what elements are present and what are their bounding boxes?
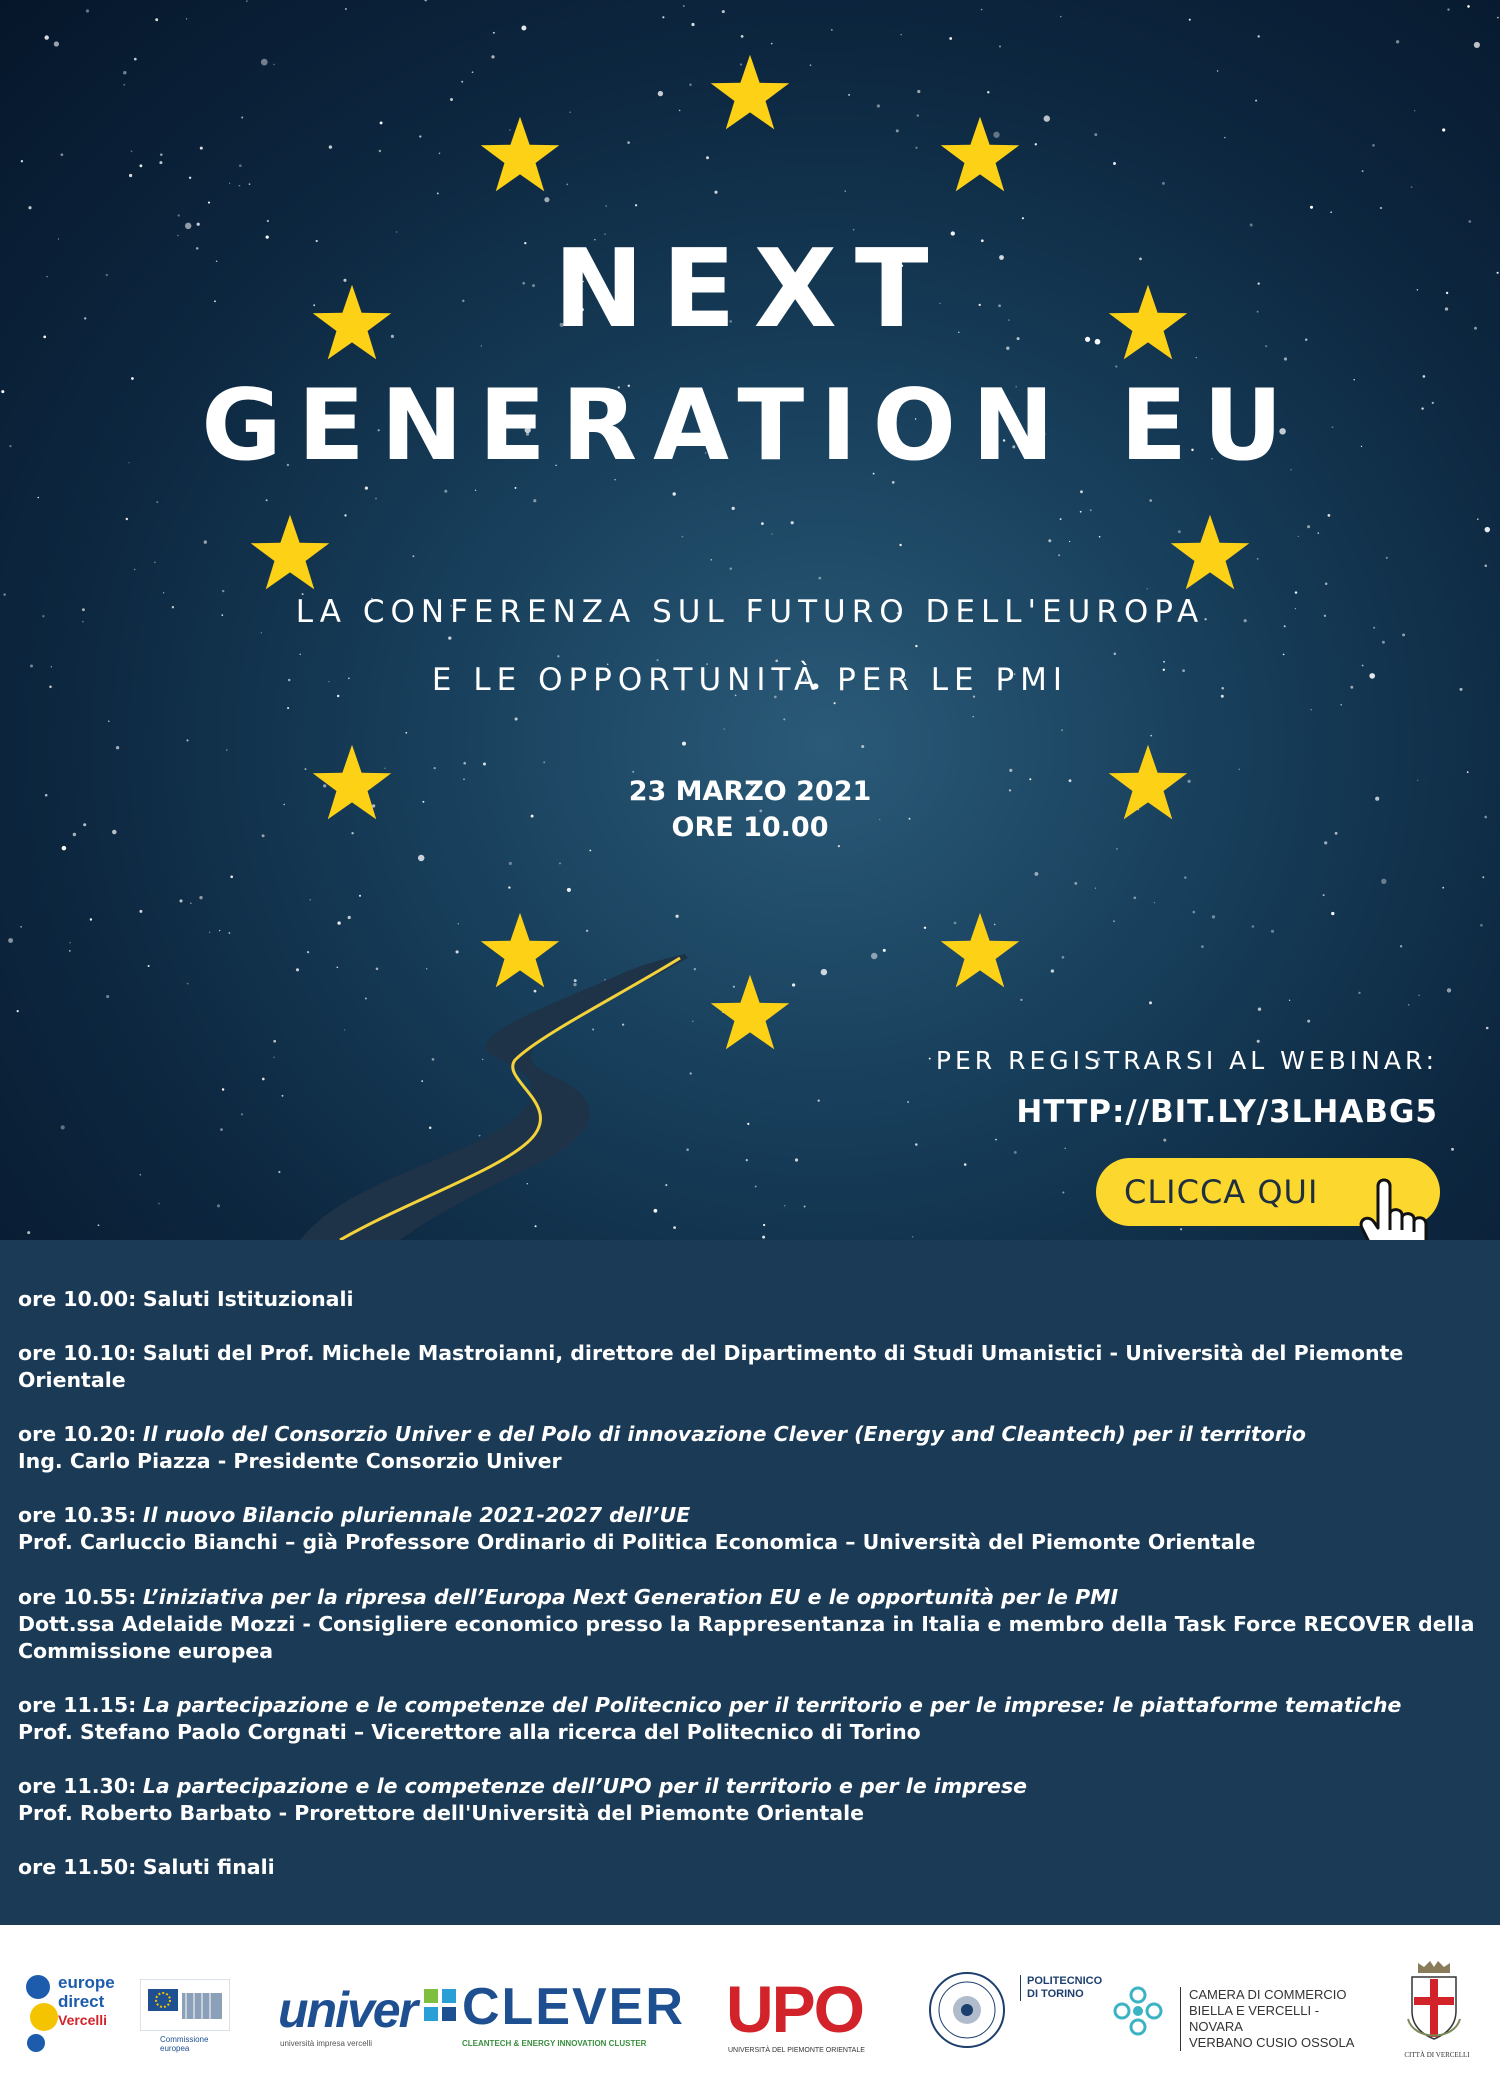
vercelli-coat-of-arms-icon [1404, 1959, 1464, 2045]
univer-tagline: università impresa vercelli [280, 2039, 373, 2048]
vercelli-caption: CITTÀ DI VERCELLI [1404, 2051, 1470, 2059]
upo-tagline: UNIVERSITÀ DEL PIEMONTE ORIENTALE [728, 2047, 865, 2054]
agenda-item: ore 10.00: Saluti Istituzionali [18, 1287, 354, 1311]
commissione-europea-logo [140, 1965, 250, 2065]
event-date: 23 MARZO 2021 [628, 776, 872, 807]
eu-star-icon [937, 911, 1023, 997]
agenda-item: ore 11.50: Saluti finali [18, 1855, 275, 1879]
camera-line1: CAMERA DI COMMERCIO [1189, 1987, 1347, 2002]
clicca-qui-label: CLICCA QUI [1124, 1173, 1319, 1211]
europe-direct-line1: europe [58, 1973, 115, 1992]
register-label: PER REGISTRARSI AL WEBINAR: [935, 1046, 1438, 1075]
politecnico-logo [928, 1965, 1103, 2065]
agenda-item: ore 11.30: La partecipazione e le competenze dell’UPO per il territorio e per le imprese Prof. Roberto Barbato - Prorettore dell'Università del Piemonte Orientale [18, 1774, 1028, 1825]
commissione-building-icon [140, 1979, 230, 2031]
politecnico-line1: POLITECNICO [1027, 1975, 1103, 1987]
univer-logo [274, 1965, 417, 2065]
eu-star-icon [937, 115, 1023, 201]
commissione-line1: Commissione [160, 2035, 209, 2044]
agenda-item: ore 10.35: Il nuovo Bilancio pluriennale 2021-2027 dell’UE Prof. Carluccio Bianchi – già Professore Ordinario di Politica Economica – Università del Piemonte Orientale [18, 1503, 1256, 1554]
clever-logo [424, 1965, 684, 2065]
partner-logos [0, 1925, 1500, 2100]
eu-star-icon [477, 115, 563, 201]
eu-star-icon [707, 973, 793, 1059]
commissione-line2: europea [160, 2044, 190, 2053]
eu-star-icon [477, 911, 563, 997]
clever-tagline: CLEANTECH & ENERGY INNOVATION CLUSTER [462, 2039, 647, 2048]
agenda-item: ore 11.15: La partecipazione e le competenze del Politecnico per il territorio e per le imprese: le piattaforme tematiche Prof. Stefano Paolo Corgnati – Vicerettore alla ricerca del Politecnico di Torino [18, 1693, 1402, 1744]
clever-mark-icon [424, 1989, 458, 2023]
event-time: ORE 10.00 [671, 812, 829, 843]
univer-wordmark: univer [278, 1982, 417, 2038]
citta-vercelli-logo [1392, 1965, 1482, 2065]
camera-line3: VERBANO CUSIO OSSOLA [1189, 2035, 1355, 2050]
agenda-item: ore 10.55: L’iniziativa per la ripresa dell’Europa Next Generation EU e le opportunità per le PMI Dott.ssa Adelaide Mozzi - Consigliere economico presso la Rappresentanza in Italia e membro della Task Force RECOVER della Commissione europea [18, 1585, 1475, 1663]
eu-star-icon [247, 513, 333, 599]
europe-direct-logo [24, 1965, 134, 2065]
pointing-hand-icon [1356, 1168, 1456, 1240]
subtitle-line-1: LA CONFERENZA SUL FUTURO DELL'EUROPA [295, 594, 1205, 630]
camera-commercio-logo [1112, 1965, 1372, 2065]
subtitle-line-2: E LE OPPORTUNITÀ PER LE PMI [431, 662, 1069, 698]
politecnico-line2: DI TORINO [1027, 1988, 1084, 2000]
title-line-1: NEXT [553, 227, 947, 352]
camera-line2: BIELLA E VERCELLI - NOVARA [1189, 2003, 1320, 2034]
politecnico-seal-icon [928, 1971, 1006, 2049]
clever-wordmark: CLEVER [462, 1978, 685, 2036]
agenda-item: ore 10.10: Saluti del Prof. Michele Mastroianni, direttore del Dipartimento di Studi Umanistici - Università del Piemonte Orientale [18, 1341, 1404, 1392]
camera-commercio-mark-icon [1112, 1985, 1164, 2037]
road-illustration [300, 940, 900, 1240]
title-line-2: GENERATION EU [201, 369, 1299, 483]
upo-logo [724, 1965, 894, 2065]
agenda-section [0, 1240, 1500, 1925]
europe-direct-line2: direct [58, 1992, 105, 2011]
register-link[interactable]: HTTP://BIT.LY/3LHABG5 [1016, 1094, 1438, 1130]
upo-wordmark: UPO [726, 1972, 864, 2046]
eu-star-icon [1167, 513, 1253, 599]
europe-direct-line3: Vercelli [58, 2012, 108, 2028]
agenda-item: ore 10.20: Il ruolo del Consorzio Univer e del Polo di innovazione Clever (Energy and Cleantech) per il territorio Ing. Carlo Piazza - Presidente Consorzio Univer [18, 1422, 1306, 1473]
eu-star-icon [707, 53, 793, 139]
